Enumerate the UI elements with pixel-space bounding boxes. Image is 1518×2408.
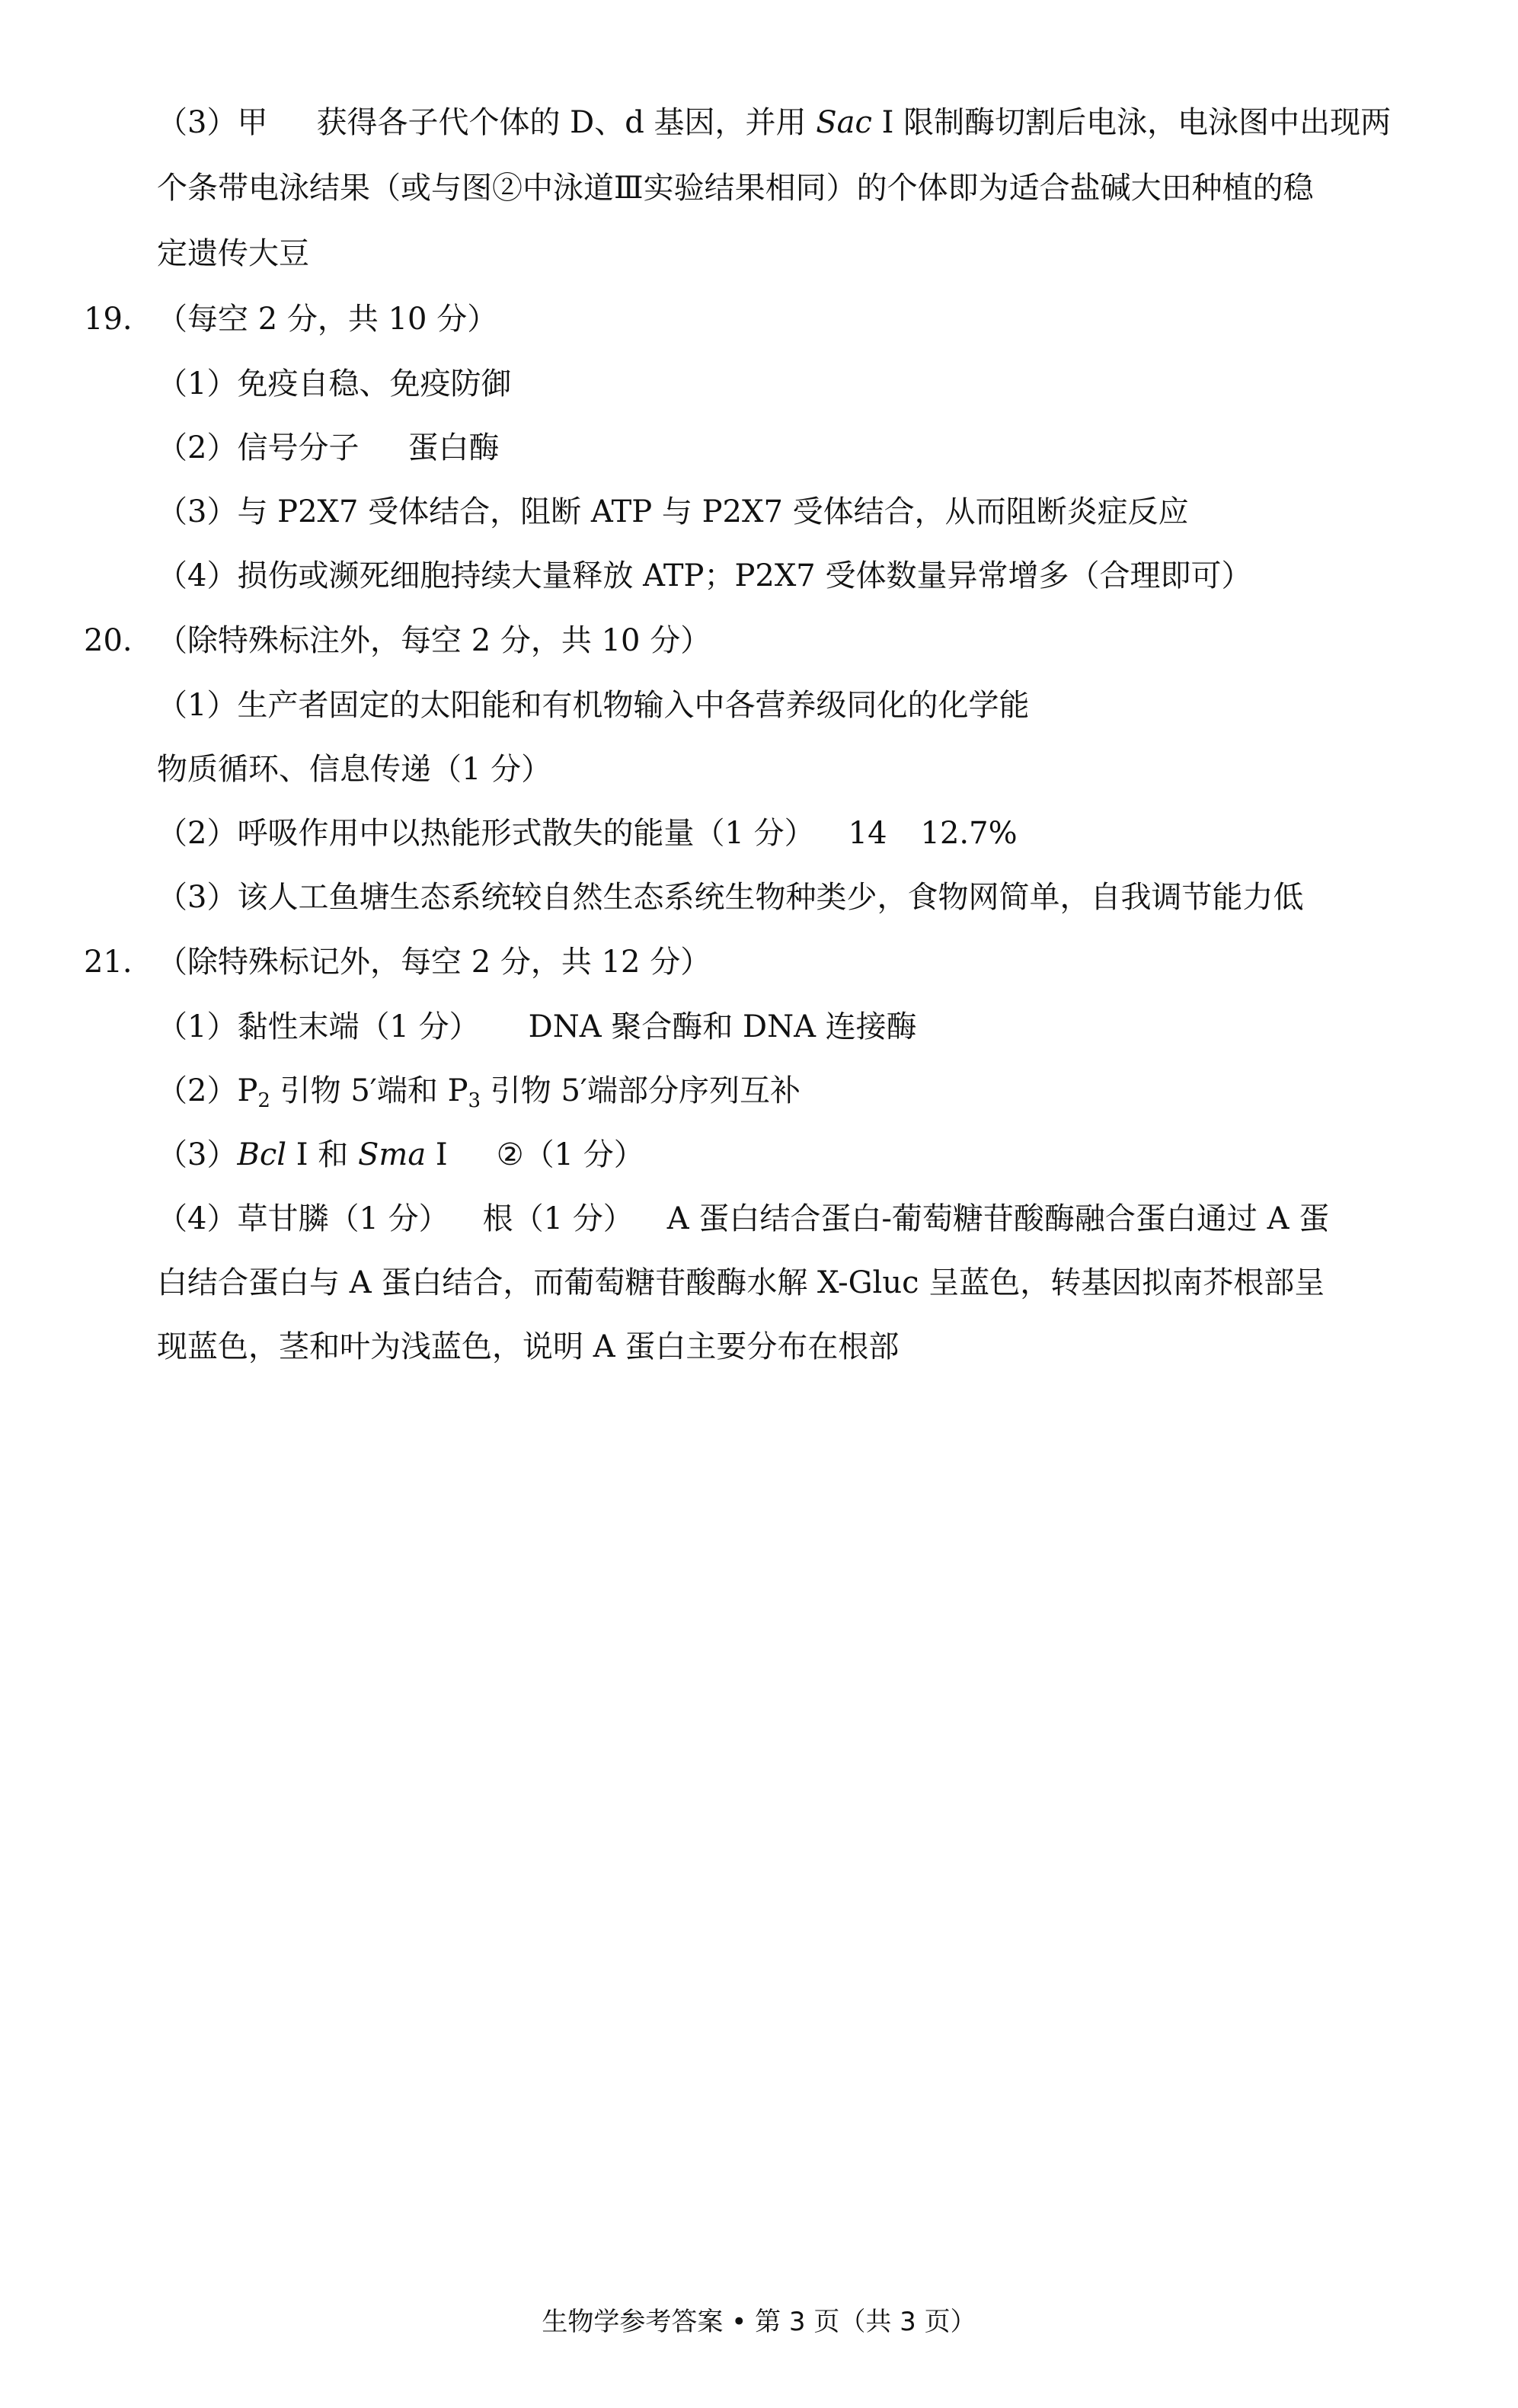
q21-part1-b: DNA 聚合酶和 DNA 连接酶 [528,1009,917,1044]
q18-part3-line3: 定遗传大豆 [157,236,309,271]
q21-header [84,929,1447,995]
q19-scoring: （每空 2 分，共 10 分） [157,302,498,337]
q21-part2-sub2: 3 [468,1089,481,1112]
q21-number: 21. [84,945,133,980]
q19-part4: （4）损伤或濒死细胞持续大量释放 ATP；P2X7 受体数量异常增多（合理即可） [157,558,1252,593]
q21-part4-b: 根（1 分） [482,1201,634,1236]
q21-part3-pre: （3） [157,1137,238,1172]
q19-part1: （1）免疫自稳、免疫防御 [157,366,512,401]
q21-part1 [84,995,1447,1059]
q18-part3-label: （3）甲 [157,105,268,140]
q21-part3-enzyme1: Bcl [237,1137,287,1172]
q20-part2-b: 14 [848,816,887,851]
q21-part3-mid: Ⅰ 和 [286,1137,358,1172]
q21-part3-enzyme2: Sma [358,1137,427,1172]
q21-part3-b: ②（1 分） [496,1137,644,1172]
q21-part3-post: Ⅰ [426,1137,448,1172]
answer-content [84,90,1447,1379]
page-footer: 生物学参考答案 • 第 3 页（共 3 页） [542,2307,976,2337]
q18-part3-text-a: 获得各子代个体的 D、d 基因，并用 [316,105,817,140]
q18-part3-enzyme: Sac [816,105,872,140]
q20-scoring: （除特殊标注外，每空 2 分，共 10 分） [157,623,711,658]
q19-header [84,286,1447,352]
q19-part2 [84,416,1447,480]
q20-part3: （3）该人工鱼塘生态系统较自然生态系统生物种类少，食物网简单，自我调节能力低 [157,880,1304,915]
q21-part2-sub1: 2 [257,1089,270,1112]
q21-part2-post: 引物 5′端部分序列互补 [481,1073,801,1108]
q21-part4-c: A 蛋白结合蛋白-葡萄糖苷酸酶融合蛋白通过 A 蛋 [666,1201,1330,1236]
q18-part3-line2: 个条带电泳结果（或与图②中泳道Ⅲ实验结果相同）的个体即为适合盐碱大田种植的稳 [157,171,1314,206]
q19-part2-b: 蛋白酶 [407,430,500,465]
q20-part2-c: 12.7% [920,816,1018,851]
q19-number: 19. [84,302,133,337]
q19-part2-a: （2）信号分子 [157,430,360,465]
q20-part1: （1）生产者固定的太阳能和有机物输入中各营养级同化的化学能 [157,688,1030,723]
q21-part1-a: （1）黏性末端（1 分） [157,1009,480,1044]
q21-part2-mid: 引物 5′端和 P [270,1073,468,1108]
q20-part2-a: （2）呼吸作用中以热能形式散失的能量（1 分） [157,816,815,851]
q20-number: 20. [84,623,133,658]
q21-part2 [84,1059,1447,1123]
q18-part3-text-b: Ⅰ 限制酶切割后电泳，电泳图中出现两 [871,105,1392,140]
q19-part3: （3）与 P2X7 受体结合，阻断 ATP 与 P2X7 受体结合，从而阻断炎症反应 [157,494,1189,529]
q21-part4 [84,1187,1447,1251]
q21-part3 [84,1123,1447,1187]
q20-part2 [84,801,1447,865]
q21-scoring: （除特殊标记外，每空 2 分，共 12 分） [157,945,711,980]
q20-header [84,608,1447,673]
q21-part4-line3: 现蓝色，茎和叶为浅蓝色，说明 A 蛋白主要分布在根部 [157,1329,900,1364]
q20-part1-b: 物质循环、信息传递（1 分） [157,752,552,787]
q18-part3-line1 [84,90,1447,155]
q21-part4-a: （4）草甘膦（1 分） [157,1201,449,1236]
q21-part2-pre: （2）P [157,1073,258,1108]
q21-part4-line2: 白结合蛋白与 A 蛋白结合，而葡萄糖苷酸酶水解 X-Gluc 呈蓝色，转基因拟南芥根部呈 [157,1265,1325,1300]
